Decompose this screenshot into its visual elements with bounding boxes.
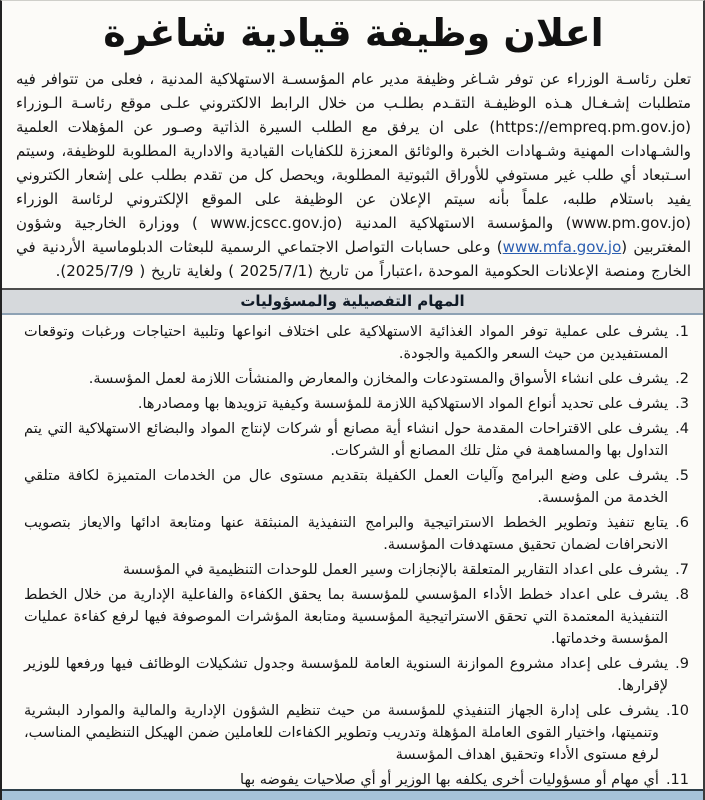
intro-text-before-link: تعلن رئاسـة الوزراء عن توفر شـاغر وظيفة مدير عام المؤسسـة الاستهلاكية المدنية ، فعلى من تتوافر فيه متطلبات إشـغـال هـذه الوظيفـة التقـدم بطلـب من خلال الرابط الالكتروني علـى موقع رئاسـة الـوزراء (https://empreq.pm.gov.jo) على ان يرفق مع الطلب السيرة الذاتية وصـور عن المؤهلات العلمية والشـهادات المهنية وشـهادات الخبرة والوثائق المعززة للكفايات القيادية والادارية المطلوبة للوظيفة، وسيتم اسـتبعاد أي طلب غير مستوفي للأوراق الثبوتية المطلوبة، ويحصل كل من تقدم بطلب على إشعار الكتروني يفيد باستلام طلبه، علماً بأنه سيتم الإعلان عن الوظيفة على الموقع الإلكتروني لرئاسة الوزراء (www.pm.gov.jo) والمؤسسة الاستهلاكية المدنية (www.jcscc.gov.jo ) ووزارة الخارجية وشؤون المغتربين ( xyxy=(16,69,691,256)
task-text: يشرف على إدارة الجهاز التنفيذي للمؤسسة من حيث تنظيم الشؤون الإدارية والمالية والموارد البشرية وتنميتها، واختيار القوى العاملة المؤهلة وتدريب وتطوير الكفاءات للعاملين ضمن الهيكل التنظيمي المناسب، لرفع مستوى الأداء وتحقيق اهداف المؤسسة xyxy=(24,702,659,763)
task-item xyxy=(24,559,689,581)
task-text: يتابع تنفيذ وتطوير الخطط الاستراتيجية والبرامج التنفيذية المنبثقة عنها ومتابعة ادائها والايعاز بتصويب الانحرافات لضمان تحقيق مستهدفات المؤسسة. xyxy=(24,514,669,553)
task-item xyxy=(24,368,689,390)
task-number: 2. xyxy=(675,370,689,387)
page-title: اعلان وظيفة قيادية شاغرة xyxy=(103,10,604,55)
task-item xyxy=(24,465,689,509)
task-text: يشرف على الاقتراحات المقدمة حول انشاء أية مصانع أو شركات لإنتاج المواد والبضائع الاستهلاكية التي يتم التداول بها والمساهمة في مثل تلك المصانع أو الشركات. xyxy=(24,420,669,459)
task-item xyxy=(24,418,689,462)
task-text: يشرف على تحديد أنواع المواد الاستهلاكية اللازمة للمؤسسة وكيفية تزويدها بها ومصادرها. xyxy=(137,395,669,412)
task-number: 1. xyxy=(675,323,689,340)
task-item xyxy=(24,700,689,766)
task-number: 9. xyxy=(675,655,689,672)
section-header-tasks: المهام التفصيلية والمسؤوليات xyxy=(2,288,703,315)
task-number: 7. xyxy=(675,561,689,578)
task-text: يشرف على إعداد مشروع الموازنة السنوية العامة للمؤسسة وجدول تشكيلات الوظائف فيها ورفعها للوزير لإقرارها. xyxy=(24,655,669,694)
task-number: 10. xyxy=(665,702,689,719)
document-content xyxy=(2,1,703,791)
task-item xyxy=(24,769,689,791)
next-section-bar xyxy=(2,789,703,800)
task-text: يشرف على اعداد خطط الأداء المؤسسي للمؤسسة بما يحقق الكفاءة والفاعلية الإدارية من خلال الخطط التنفيذية المعتمدة التي تحقق الاستراتيجية المؤسسية ومتابعة المؤشرات الموصوفة فيها لرفع كفاءة عمليات المؤسسة وخدماتها. xyxy=(24,586,669,647)
task-number: 4. xyxy=(675,420,689,437)
task-text: يشرف على انشاء الأسواق والمستودعات والمخازن والمعارض والمنشأت اللازمة لعمل المؤسسة. xyxy=(88,370,669,387)
task-item xyxy=(24,584,689,650)
task-item xyxy=(24,393,689,415)
task-text: أي مهام أو مسؤوليات أخرى يكلفه بها الوزير أو أي صلاحيات يفوضه بها xyxy=(240,771,659,788)
task-number: 6. xyxy=(675,514,689,531)
task-item xyxy=(24,321,689,365)
task-text: يشرف على وضع البرامج وآليات العمل الكفيلة بتقديم مستوى عال من الخدمات المتميزة لكافة متلقي الخدمة من المؤسسة. xyxy=(24,467,669,506)
task-number: 3. xyxy=(675,395,689,412)
mfa-link[interactable]: www.mfa.gov.jo xyxy=(502,237,622,256)
task-item xyxy=(24,512,689,556)
task-number: 5. xyxy=(675,467,689,484)
task-number: 8. xyxy=(675,586,689,603)
tasks-list xyxy=(16,317,691,791)
task-number: 11. xyxy=(665,771,689,788)
intro-text-after-link: ) وعلى حسابات التواصل الاجتماعي الرسمية للبعثات الدبلوماسية الأردنية في الخارج ومنصة الإعلانات الحكومية الموحدة ،اعتباراً من تاريخ (2025/7/1 ) ولغاية تاريخ ( 2025/7/9). xyxy=(16,237,691,280)
task-item xyxy=(24,653,689,697)
task-text: يشرف على اعداد التقارير المتعلقة بالإنجازات وسير العمل للوحدات التنظيمية في المؤسسة xyxy=(122,561,669,578)
task-text: يشرف على عملية توفر المواد الغذائية الاستهلاكية على اختلاف انواعها وتلبية احتياجات ورغبات وتوقعات المستفيدين من حيث السعر والكمية والجودة. xyxy=(24,323,669,362)
intro-paragraph xyxy=(16,67,691,283)
